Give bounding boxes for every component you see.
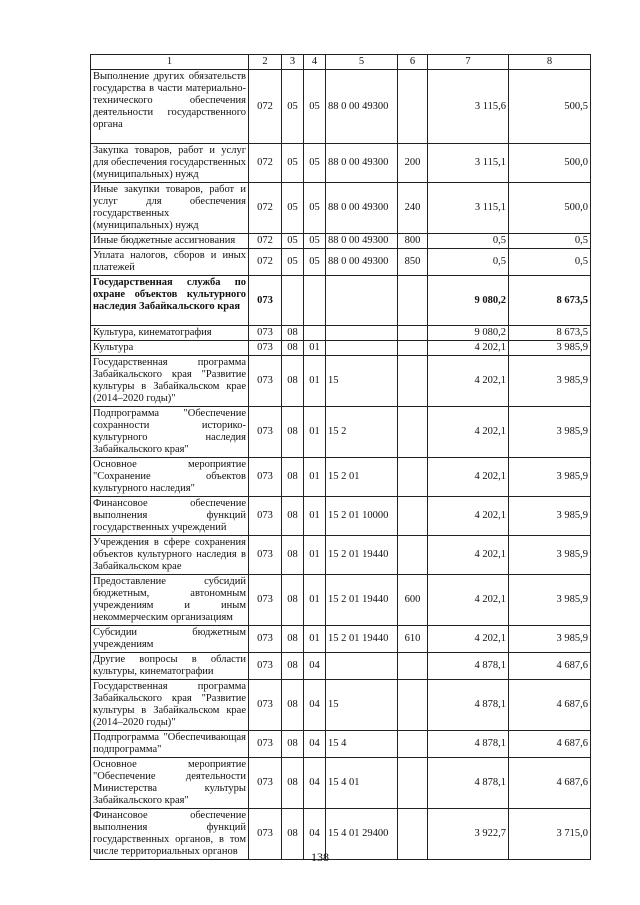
cell-description: Основное мероприятие "Обеспечение деятельности Министерства культуры Забайкальского края"	[91, 758, 249, 809]
cell-target-item: 88 0 00 49300	[326, 70, 398, 144]
cell-section: 08	[282, 731, 304, 758]
cell-expense-type	[398, 276, 428, 326]
cell-section: 05	[282, 234, 304, 249]
cell-amount-year-2: 8 673,5	[509, 276, 591, 326]
cell-section: 08	[282, 626, 304, 653]
cell-target-item: 15 4 01	[326, 758, 398, 809]
cell-amount-year-1: 4 202,1	[428, 458, 509, 497]
cell-ministry-code: 072	[249, 183, 282, 234]
cell-amount-year-2: 500,0	[509, 144, 591, 183]
header-col-8: 8	[509, 55, 591, 70]
cell-amount-year-2: 3 985,9	[509, 626, 591, 653]
cell-expense-type	[398, 70, 428, 144]
cell-amount-year-1: 4 202,1	[428, 341, 509, 356]
cell-amount-year-2: 4 687,6	[509, 680, 591, 731]
cell-target-item: 88 0 00 49300	[326, 249, 398, 276]
cell-expense-type	[398, 356, 428, 407]
cell-subsection: 01	[304, 536, 326, 575]
cell-description: Финансовое обеспечение выполнения функций государственных учреждений	[91, 497, 249, 536]
table-row	[91, 70, 591, 144]
cell-target-item: 15	[326, 356, 398, 407]
cell-subsection: 05	[304, 234, 326, 249]
cell-target-item: 15 2	[326, 407, 398, 458]
cell-description: Другие вопросы в области культуры, кинематографии	[91, 653, 249, 680]
cell-ministry-code: 073	[249, 731, 282, 758]
cell-section: 08	[282, 653, 304, 680]
table-row	[91, 458, 591, 497]
cell-amount-year-1: 3 922,7	[428, 809, 509, 860]
cell-subsection: 01	[304, 341, 326, 356]
cell-amount-year-1: 4 202,1	[428, 407, 509, 458]
cell-subsection	[304, 276, 326, 326]
cell-amount-year-2: 4 687,6	[509, 653, 591, 680]
cell-target-item	[326, 326, 398, 341]
cell-ministry-code: 073	[249, 536, 282, 575]
cell-subsection: 04	[304, 731, 326, 758]
cell-target-item: 15 2 01 10000	[326, 497, 398, 536]
cell-section	[282, 276, 304, 326]
cell-expense-type: 600	[398, 575, 428, 626]
cell-target-item: 88 0 00 49300	[326, 183, 398, 234]
cell-subsection: 01	[304, 497, 326, 536]
cell-subsection: 01	[304, 458, 326, 497]
cell-amount-year-2: 3 985,9	[509, 458, 591, 497]
cell-amount-year-1: 4 202,1	[428, 356, 509, 407]
cell-ministry-code: 073	[249, 326, 282, 341]
cell-description: Учреждения в сфере сохранения объектов культурного наследия в Забайкальском крае	[91, 536, 249, 575]
cell-amount-year-2: 0,5	[509, 234, 591, 249]
cell-description: Закупка товаров, работ и услуг для обеспечения государственных (муниципальных) нужд	[91, 144, 249, 183]
cell-target-item	[326, 653, 398, 680]
cell-subsection: 05	[304, 144, 326, 183]
header-col-7: 7	[428, 55, 509, 70]
cell-target-item: 15 2 01 19440	[326, 536, 398, 575]
cell-description: Государственная программа Забайкальского края "Развитие культуры в Забайкальском крае (2014–2020 годы)"	[91, 356, 249, 407]
cell-description: Культура	[91, 341, 249, 356]
cell-subsection: 04	[304, 809, 326, 860]
cell-expense-type	[398, 326, 428, 341]
cell-subsection: 01	[304, 356, 326, 407]
cell-amount-year-1: 4 202,1	[428, 626, 509, 653]
table-row	[91, 234, 591, 249]
cell-ministry-code: 073	[249, 407, 282, 458]
cell-amount-year-1: 4 878,1	[428, 680, 509, 731]
cell-description: Выполнение других обязательств государства в части материально-технического обеспечения деятельности государственного органа	[91, 70, 249, 144]
table-row	[91, 497, 591, 536]
cell-amount-year-2: 3 985,9	[509, 407, 591, 458]
cell-expense-type	[398, 407, 428, 458]
cell-amount-year-1: 3 115,1	[428, 183, 509, 234]
table-row	[91, 758, 591, 809]
cell-section: 08	[282, 458, 304, 497]
cell-amount-year-1: 9 080,2	[428, 276, 509, 326]
cell-section: 08	[282, 356, 304, 407]
cell-ministry-code: 073	[249, 458, 282, 497]
cell-subsection: 04	[304, 758, 326, 809]
cell-expense-type	[398, 731, 428, 758]
cell-amount-year-2: 8 673,5	[509, 326, 591, 341]
cell-description: Основное мероприятие "Сохранение объектов культурного наследия"	[91, 458, 249, 497]
table-row	[91, 183, 591, 234]
table-row	[91, 731, 591, 758]
cell-target-item	[326, 341, 398, 356]
cell-amount-year-1: 4 878,1	[428, 758, 509, 809]
cell-amount-year-2: 3 985,9	[509, 497, 591, 536]
cell-target-item: 15 2 01	[326, 458, 398, 497]
cell-expense-type	[398, 497, 428, 536]
cell-section: 08	[282, 407, 304, 458]
cell-target-item: 15 2 01 19440	[326, 575, 398, 626]
cell-ministry-code: 073	[249, 653, 282, 680]
cell-amount-year-2: 500,5	[509, 70, 591, 144]
cell-ministry-code: 072	[249, 234, 282, 249]
cell-ministry-code: 073	[249, 497, 282, 536]
cell-expense-type	[398, 536, 428, 575]
table-row	[91, 575, 591, 626]
cell-amount-year-2: 3 985,9	[509, 341, 591, 356]
cell-target-item: 88 0 00 49300	[326, 144, 398, 183]
cell-subsection: 01	[304, 407, 326, 458]
cell-section: 05	[282, 249, 304, 276]
cell-amount-year-2: 3 985,9	[509, 575, 591, 626]
table-row	[91, 536, 591, 575]
table-row	[91, 276, 591, 326]
cell-section: 08	[282, 536, 304, 575]
cell-expense-type: 240	[398, 183, 428, 234]
table-row	[91, 341, 591, 356]
cell-description: Подпрограмма "Обеспечивающая подпрограмма"	[91, 731, 249, 758]
cell-amount-year-1: 4 878,1	[428, 731, 509, 758]
cell-amount-year-1: 0,5	[428, 234, 509, 249]
cell-target-item: 15 4 01 29400	[326, 809, 398, 860]
cell-target-item	[326, 276, 398, 326]
table-header-row	[91, 55, 591, 70]
cell-ministry-code: 072	[249, 249, 282, 276]
cell-description: Предоставление субсидий бюджетным, автономным учреждениям и иным некоммерческим организациям	[91, 575, 249, 626]
cell-expense-type	[398, 653, 428, 680]
cell-description: Подпрограмма "Обеспечение сохранности историко-культурного наследия Забайкальского края"	[91, 407, 249, 458]
cell-amount-year-2: 4 687,6	[509, 758, 591, 809]
table-row	[91, 326, 591, 341]
cell-description: Государственная программа Забайкальского края "Развитие культуры в Забайкальском крае (2014–2020 годы)"	[91, 680, 249, 731]
cell-expense-type: 610	[398, 626, 428, 653]
cell-description: Финансовое обеспечение выполнения функций государственных органов, в том числе территориальных органов	[91, 809, 249, 860]
header-col-3: 3	[282, 55, 304, 70]
cell-amount-year-2: 0,5	[509, 249, 591, 276]
cell-amount-year-1: 4 202,1	[428, 497, 509, 536]
cell-amount-year-1: 0,5	[428, 249, 509, 276]
cell-amount-year-2: 500,0	[509, 183, 591, 234]
table-row	[91, 356, 591, 407]
header-col-1: 1	[91, 55, 249, 70]
cell-ministry-code: 073	[249, 680, 282, 731]
cell-ministry-code: 073	[249, 276, 282, 326]
cell-subsection: 01	[304, 575, 326, 626]
cell-section: 08	[282, 575, 304, 626]
cell-expense-type: 200	[398, 144, 428, 183]
cell-expense-type	[398, 680, 428, 731]
cell-amount-year-2: 4 687,6	[509, 731, 591, 758]
cell-description: Иные бюджетные ассигнования	[91, 234, 249, 249]
header-col-5: 5	[326, 55, 398, 70]
cell-subsection: 04	[304, 680, 326, 731]
cell-description: Уплата налогов, сборов и иных платежей	[91, 249, 249, 276]
cell-section: 08	[282, 809, 304, 860]
cell-expense-type	[398, 758, 428, 809]
cell-subsection: 05	[304, 183, 326, 234]
budget-table-sheet	[90, 54, 590, 860]
cell-section: 08	[282, 326, 304, 341]
cell-target-item: 15 4	[326, 731, 398, 758]
table-row	[91, 249, 591, 276]
cell-amount-year-1: 3 115,6	[428, 70, 509, 144]
cell-ministry-code: 073	[249, 809, 282, 860]
cell-amount-year-2: 3 715,0	[509, 809, 591, 860]
cell-amount-year-1: 4 202,1	[428, 575, 509, 626]
table-row	[91, 653, 591, 680]
cell-amount-year-1: 4 878,1	[428, 653, 509, 680]
page-number: 138	[311, 850, 329, 864]
header-col-2: 2	[249, 55, 282, 70]
cell-description: Иные закупки товаров, работ и услуг для обеспечения государственных (муниципальных) нужд	[91, 183, 249, 234]
cell-section: 08	[282, 758, 304, 809]
cell-ministry-code: 073	[249, 356, 282, 407]
cell-target-item: 15 2 01 19440	[326, 626, 398, 653]
cell-section: 08	[282, 680, 304, 731]
header-col-4: 4	[304, 55, 326, 70]
cell-target-item: 15	[326, 680, 398, 731]
cell-section: 08	[282, 341, 304, 356]
cell-amount-year-2: 3 985,9	[509, 356, 591, 407]
table-body	[91, 70, 591, 860]
cell-section: 05	[282, 144, 304, 183]
cell-ministry-code: 073	[249, 758, 282, 809]
cell-ministry-code: 072	[249, 70, 282, 144]
cell-expense-type: 800	[398, 234, 428, 249]
cell-target-item: 88 0 00 49300	[326, 234, 398, 249]
budget-table	[90, 54, 591, 860]
cell-description: Государственная служба по охране объектов культурного наследия Забайкальского края	[91, 276, 249, 326]
cell-amount-year-1: 3 115,1	[428, 144, 509, 183]
table-row	[91, 680, 591, 731]
cell-description: Субсидии бюджетным учреждениям	[91, 626, 249, 653]
cell-description: Культура, кинематография	[91, 326, 249, 341]
cell-ministry-code: 072	[249, 144, 282, 183]
cell-expense-type	[398, 458, 428, 497]
cell-subsection: 01	[304, 626, 326, 653]
cell-section: 08	[282, 497, 304, 536]
cell-ministry-code: 073	[249, 626, 282, 653]
header-col-6: 6	[398, 55, 428, 70]
cell-subsection: 05	[304, 70, 326, 144]
cell-amount-year-1: 4 202,1	[428, 536, 509, 575]
table-row	[91, 144, 591, 183]
cell-amount-year-1: 9 080,2	[428, 326, 509, 341]
cell-amount-year-2: 3 985,9	[509, 536, 591, 575]
cell-ministry-code: 073	[249, 575, 282, 626]
cell-section: 05	[282, 70, 304, 144]
table-row	[91, 407, 591, 458]
cell-section: 05	[282, 183, 304, 234]
cell-subsection: 05	[304, 249, 326, 276]
cell-subsection: 04	[304, 653, 326, 680]
cell-subsection	[304, 326, 326, 341]
cell-expense-type	[398, 341, 428, 356]
cell-expense-type: 850	[398, 249, 428, 276]
cell-ministry-code: 073	[249, 341, 282, 356]
table-row	[91, 626, 591, 653]
